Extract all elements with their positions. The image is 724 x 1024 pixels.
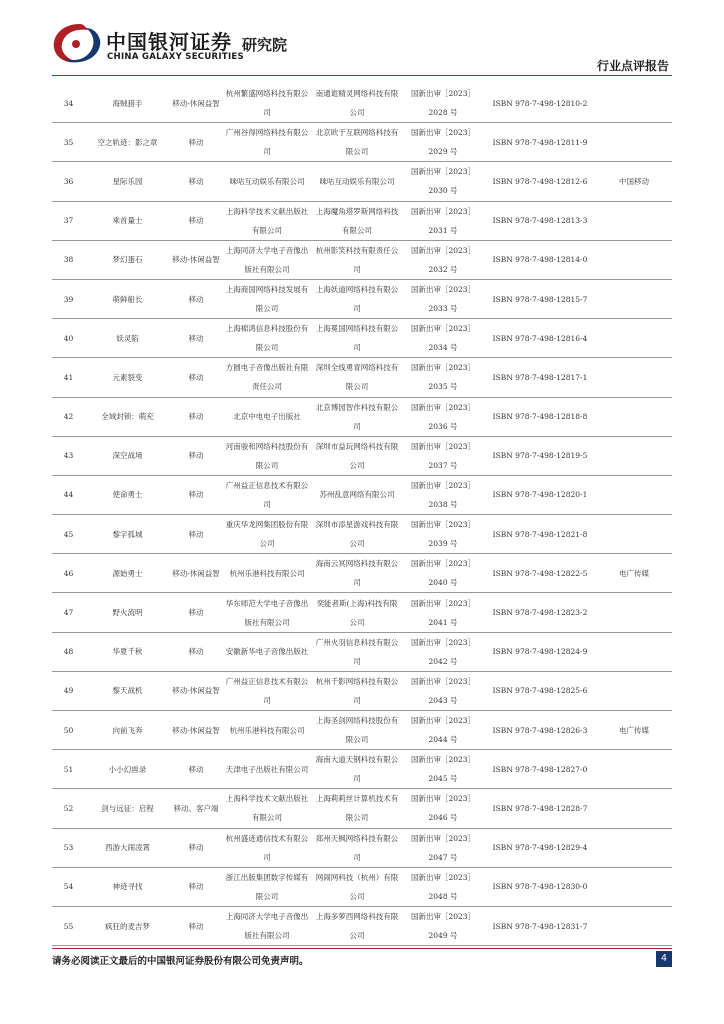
cell-operator: 杭州影笑科技有限责任公司 bbox=[312, 240, 402, 279]
cell-category: 移动、客户端 bbox=[170, 789, 222, 828]
cell-no: 46 bbox=[52, 554, 85, 593]
cell-note bbox=[596, 789, 672, 828]
cell-publisher: 上海同济大学电子音像出版社有限公司 bbox=[222, 906, 312, 945]
cell-publisher: 杭州乐港科技有限公司 bbox=[222, 711, 312, 750]
cell-title: 神迹寻找 bbox=[85, 867, 170, 906]
cell-approval: 国新出审［2023］2033 号 bbox=[402, 279, 484, 318]
cell-title: 剑与远征：启程 bbox=[85, 789, 170, 828]
cell-operator: 深圳市益玩网络科技有限公司 bbox=[312, 436, 402, 475]
cell-approval: 国新出审［2023］2028 号 bbox=[402, 84, 484, 123]
cell-title: 元素裂变 bbox=[85, 358, 170, 397]
cell-title: 使命勇士 bbox=[85, 475, 170, 514]
cell-isbn: ISBN 978-7-498-12814-0 bbox=[484, 240, 596, 279]
cell-publisher: 北京中电电子出版社 bbox=[222, 397, 312, 436]
table-row bbox=[52, 593, 672, 632]
cell-isbn: ISBN 978-7-498-12819-5 bbox=[484, 436, 596, 475]
cell-approval: 国新出审［2023］2048 号 bbox=[402, 867, 484, 906]
cell-approval: 国新出审［2023］2035 号 bbox=[402, 358, 484, 397]
cell-category: 移动 bbox=[170, 632, 222, 671]
cell-no: 43 bbox=[52, 436, 85, 475]
table-body bbox=[52, 84, 672, 946]
cell-publisher: 咪咕互动娱乐有限公司 bbox=[222, 162, 312, 201]
cell-isbn: ISBN 978-7-498-12822-5 bbox=[484, 554, 596, 593]
cell-category: 移动 bbox=[170, 436, 222, 475]
cell-category: 移动 bbox=[170, 515, 222, 554]
page-header bbox=[0, 0, 724, 80]
cell-isbn: ISBN 978-7-498-12830-0 bbox=[484, 867, 596, 906]
cell-publisher: 广州谷得网络科技有限公司 bbox=[222, 123, 312, 162]
cell-title: 向前飞奔 bbox=[85, 711, 170, 750]
cell-title: 华夏千秋 bbox=[85, 632, 170, 671]
cell-publisher: 上海同济大学电子音像出版社有限公司 bbox=[222, 240, 312, 279]
cell-approval: 国新出审［2023］2032 号 bbox=[402, 240, 484, 279]
cell-category: 移动 bbox=[170, 123, 222, 162]
cell-isbn: ISBN 978-7-498-12817-1 bbox=[484, 358, 596, 397]
cell-note bbox=[596, 593, 672, 632]
table-row bbox=[52, 632, 672, 671]
cell-approval: 国新出审［2023］2042 号 bbox=[402, 632, 484, 671]
institute-label: 研究院 bbox=[242, 36, 288, 54]
cell-note: 中国移动 bbox=[596, 162, 672, 201]
cell-publisher: 河南骏和网络科技股份有限公司 bbox=[222, 436, 312, 475]
table-row bbox=[52, 162, 672, 201]
cell-approval: 国新出审［2023］2046 号 bbox=[402, 789, 484, 828]
cell-no: 41 bbox=[52, 358, 85, 397]
cell-category: 移动-休闲益智 bbox=[170, 711, 222, 750]
cell-publisher: 杭州乐港科技有限公司 bbox=[222, 554, 312, 593]
cell-note bbox=[596, 515, 672, 554]
cell-category: 移动 bbox=[170, 162, 222, 201]
cell-note bbox=[596, 828, 672, 867]
game-approval-table bbox=[52, 84, 672, 946]
cell-note bbox=[596, 436, 672, 475]
cell-category: 移动 bbox=[170, 867, 222, 906]
cell-approval: 国新出审［2023］2049 号 bbox=[402, 906, 484, 945]
cell-note bbox=[596, 867, 672, 906]
cell-publisher: 广州益正信息技术有限公司 bbox=[222, 671, 312, 710]
cell-operator: 深圳全线勇青网络科技有限公司 bbox=[312, 358, 402, 397]
cell-category: 移动-休闲益智 bbox=[170, 240, 222, 279]
cell-publisher: 天津电子出版社有限公司 bbox=[222, 750, 312, 789]
table-row bbox=[52, 475, 672, 514]
cell-operator: 上海魔角塔罗斯网络科技有限公司 bbox=[312, 201, 402, 240]
cell-publisher: 上海商国网络科技发展有限公司 bbox=[222, 279, 312, 318]
cell-operator: 上海妖道网络科技有限公司 bbox=[312, 279, 402, 318]
cell-no: 53 bbox=[52, 828, 85, 867]
cell-approval: 国新出审［2023］2044 号 bbox=[402, 711, 484, 750]
cell-title: 黎天战机 bbox=[85, 671, 170, 710]
cell-note bbox=[596, 201, 672, 240]
table-row bbox=[52, 750, 672, 789]
cell-no: 49 bbox=[52, 671, 85, 710]
cell-no: 50 bbox=[52, 711, 85, 750]
cell-no: 51 bbox=[52, 750, 85, 789]
cell-approval: 国新出审［2023］2030 号 bbox=[402, 162, 484, 201]
cell-isbn: ISBN 978-7-498-12823-2 bbox=[484, 593, 596, 632]
cell-approval: 国新出审［2023］2041 号 bbox=[402, 593, 484, 632]
cell-publisher: 重庆华龙网集团股份有限公司 bbox=[222, 515, 312, 554]
table-row bbox=[52, 828, 672, 867]
cell-isbn: ISBN 978-7-498-12811-9 bbox=[484, 123, 596, 162]
cell-publisher: 上海棉鸿信息科技股份有限公司 bbox=[222, 319, 312, 358]
cell-note bbox=[596, 358, 672, 397]
cell-title: 空之轨迹：影之章 bbox=[85, 123, 170, 162]
cell-note: 电广传媒 bbox=[596, 711, 672, 750]
cell-category: 移动 bbox=[170, 593, 222, 632]
cell-approval: 国新出审［2023］2039 号 bbox=[402, 515, 484, 554]
cell-isbn: ISBN 978-7-498-12825-6 bbox=[484, 671, 596, 710]
cell-title: 西游大闹凌霄 bbox=[85, 828, 170, 867]
table-row bbox=[52, 554, 672, 593]
cell-isbn: ISBN 978-7-498-12810-2 bbox=[484, 84, 596, 123]
cell-isbn: ISBN 978-7-498-12818-8 bbox=[484, 397, 596, 436]
cell-note bbox=[596, 279, 672, 318]
cell-no: 44 bbox=[52, 475, 85, 514]
cell-no: 35 bbox=[52, 123, 85, 162]
cell-no: 37 bbox=[52, 201, 85, 240]
cell-operator: 奕能者斯(上海)科技有限公司 bbox=[312, 593, 402, 632]
cell-no: 42 bbox=[52, 397, 85, 436]
cell-isbn: ISBN 978-7-498-12821-8 bbox=[484, 515, 596, 554]
cell-publisher: 上海科学技术文献出版社有限公司 bbox=[222, 789, 312, 828]
cell-isbn: ISBN 978-7-498-12813-3 bbox=[484, 201, 596, 240]
cell-isbn: ISBN 978-7-498-12831-7 bbox=[484, 906, 596, 945]
cell-title: 全域封锁：萌充 bbox=[85, 397, 170, 436]
cell-category: 移动 bbox=[170, 828, 222, 867]
cell-approval: 国新出审［2023］2047 号 bbox=[402, 828, 484, 867]
cell-note bbox=[596, 84, 672, 123]
table-row bbox=[52, 240, 672, 279]
cell-category: 移动 bbox=[170, 358, 222, 397]
footer-divider bbox=[52, 948, 672, 949]
cell-publisher: 广州益正信息技术有限公司 bbox=[222, 475, 312, 514]
cell-no: 54 bbox=[52, 867, 85, 906]
cell-no: 39 bbox=[52, 279, 85, 318]
cell-approval: 国新出审［2023］2031 号 bbox=[402, 201, 484, 240]
cell-title: 小小幻兽录 bbox=[85, 750, 170, 789]
cell-approval: 国新出审［2023］2043 号 bbox=[402, 671, 484, 710]
cell-no: 47 bbox=[52, 593, 85, 632]
cell-note bbox=[596, 240, 672, 279]
cell-title: 萌鲜船长 bbox=[85, 279, 170, 318]
cell-approval: 国新出审［2023］2036 号 bbox=[402, 397, 484, 436]
cell-note: 电广传媒 bbox=[596, 554, 672, 593]
cell-note bbox=[596, 475, 672, 514]
cell-category: 移动 bbox=[170, 906, 222, 945]
cell-note bbox=[596, 123, 672, 162]
cell-isbn: ISBN 978-7-498-12812-6 bbox=[484, 162, 596, 201]
cell-operator: 北京博园智作科技有限公司 bbox=[312, 397, 402, 436]
table-row bbox=[52, 711, 672, 750]
cell-note bbox=[596, 319, 672, 358]
cell-title: 妖灵陷 bbox=[85, 319, 170, 358]
cell-operator: 北京欧于互联网络科技有限公司 bbox=[312, 123, 402, 162]
cell-operator: 南通诡精灵网络科技有限公司 bbox=[312, 84, 402, 123]
cell-operator: 海南云冥网络科技有限公司 bbox=[312, 554, 402, 593]
table-row bbox=[52, 358, 672, 397]
cell-isbn: ISBN 978-7-498-12816-4 bbox=[484, 319, 596, 358]
cell-no: 38 bbox=[52, 240, 85, 279]
cell-approval: 国新出审［2023］2045 号 bbox=[402, 750, 484, 789]
cell-category: 移动 bbox=[170, 475, 222, 514]
cell-operator: 深圳市添星游戏科技有限公司 bbox=[312, 515, 402, 554]
table-row bbox=[52, 84, 672, 123]
cell-category: 移动-休闲益智 bbox=[170, 554, 222, 593]
cell-operator: 广州火羽信息科技有限公司 bbox=[312, 632, 402, 671]
cell-operator: 上海圣剑网络科技股份有限公司 bbox=[312, 711, 402, 750]
cell-isbn: ISBN 978-7-498-12827-0 bbox=[484, 750, 596, 789]
cell-no: 48 bbox=[52, 632, 85, 671]
header-divider bbox=[52, 75, 672, 76]
table-row bbox=[52, 436, 672, 475]
table-row bbox=[52, 906, 672, 945]
cell-category: 移动-休闲益智 bbox=[170, 84, 222, 123]
cell-no: 34 bbox=[52, 84, 85, 123]
cell-approval: 国新出审［2023］2038 号 bbox=[402, 475, 484, 514]
cell-title: 疯狂的麦吉梦 bbox=[85, 906, 170, 945]
company-name-cn: 中国银河证券 bbox=[106, 30, 232, 54]
cell-category: 移动 bbox=[170, 279, 222, 318]
cell-operator: 苏州乱意网络有限公司 bbox=[312, 475, 402, 514]
disclaimer: 请务必阅读正文最后的中国银河证券股份有限公司免责声明。 bbox=[52, 956, 309, 967]
cell-approval: 国新出审［2023］2040 号 bbox=[402, 554, 484, 593]
cell-no: 55 bbox=[52, 906, 85, 945]
cell-publisher: 上海科学技术文献出版社有限公司 bbox=[222, 201, 312, 240]
cell-isbn: ISBN 978-7-498-12826-3 bbox=[484, 711, 596, 750]
cell-isbn: ISBN 978-7-498-12828-7 bbox=[484, 789, 596, 828]
cell-no: 52 bbox=[52, 789, 85, 828]
cell-title: 乘首量士 bbox=[85, 201, 170, 240]
cell-operator: 杭州千影网络科技有限公司 bbox=[312, 671, 402, 710]
cell-publisher: 安徽新华电子音像出版社 bbox=[222, 632, 312, 671]
cell-title: 海贼猎手 bbox=[85, 84, 170, 123]
cell-operator: 咪咕互动娱乐有限公司 bbox=[312, 162, 402, 201]
cell-no: 45 bbox=[52, 515, 85, 554]
cell-title: 黎字孤城 bbox=[85, 515, 170, 554]
cell-category: 移动-休闲益智 bbox=[170, 671, 222, 710]
cell-category: 移动 bbox=[170, 750, 222, 789]
cell-publisher: 方圆电子音像出版社有限责任公司 bbox=[222, 358, 312, 397]
cell-operator: 网闹网科技（杭州）有限公司 bbox=[312, 867, 402, 906]
cell-operator: 上海莉莉丝计算机技术有限公司 bbox=[312, 789, 402, 828]
cell-note bbox=[596, 671, 672, 710]
table-row bbox=[52, 867, 672, 906]
cell-title: 深空战境 bbox=[85, 436, 170, 475]
cell-operator: 郑州天枫网络科技有限公司 bbox=[312, 828, 402, 867]
cell-operator: 上海冕国网络科技有限公司 bbox=[312, 319, 402, 358]
cell-isbn: ISBN 978-7-498-12820-1 bbox=[484, 475, 596, 514]
cell-title: 星际乐园 bbox=[85, 162, 170, 201]
cell-title: 梦幻蛋石 bbox=[85, 240, 170, 279]
cell-publisher: 浙江出版集团数字传媒有限公司 bbox=[222, 867, 312, 906]
table-row bbox=[52, 789, 672, 828]
table-row bbox=[52, 671, 672, 710]
cell-approval: 国新出审［2023］2029 号 bbox=[402, 123, 484, 162]
cell-operator: 海南大道天钢科技有限公司 bbox=[312, 750, 402, 789]
cell-note bbox=[596, 632, 672, 671]
cell-operator: 上海多萝西网络科技有限公司 bbox=[312, 906, 402, 945]
cell-note bbox=[596, 397, 672, 436]
cell-category: 移动 bbox=[170, 319, 222, 358]
cell-category: 移动 bbox=[170, 397, 222, 436]
cell-isbn: ISBN 978-7-498-12829-4 bbox=[484, 828, 596, 867]
report-type: 行业点评报告 bbox=[596, 59, 669, 73]
cell-approval: 国新出审［2023］2034 号 bbox=[402, 319, 484, 358]
company-name-en: CHINA GALAXY SECURITIES bbox=[107, 52, 244, 62]
cell-title: 源始勇士 bbox=[85, 554, 170, 593]
cell-no: 40 bbox=[52, 319, 85, 358]
galaxy-logo-icon bbox=[50, 22, 104, 66]
cell-title: 野火流明 bbox=[85, 593, 170, 632]
table-row bbox=[52, 279, 672, 318]
cell-approval: 国新出审［2023］2037 号 bbox=[402, 436, 484, 475]
cell-publisher: 杭州盛迹通信技术有限公司 bbox=[222, 828, 312, 867]
table-row bbox=[52, 319, 672, 358]
table-row bbox=[52, 397, 672, 436]
cell-no: 36 bbox=[52, 162, 85, 201]
page-number: 4 bbox=[656, 951, 672, 967]
cell-category: 移动 bbox=[170, 201, 222, 240]
table-row bbox=[52, 201, 672, 240]
cell-publisher: 杭州繁盛网络科技有限公司 bbox=[222, 84, 312, 123]
cell-note bbox=[596, 750, 672, 789]
cell-isbn: ISBN 978-7-498-12824-9 bbox=[484, 632, 596, 671]
cell-note bbox=[596, 906, 672, 945]
cell-publisher: 华东师范大学电子音像出版社有限公司 bbox=[222, 593, 312, 632]
table-row bbox=[52, 123, 672, 162]
table-row bbox=[52, 515, 672, 554]
cell-isbn: ISBN 978-7-498-12815-7 bbox=[484, 279, 596, 318]
